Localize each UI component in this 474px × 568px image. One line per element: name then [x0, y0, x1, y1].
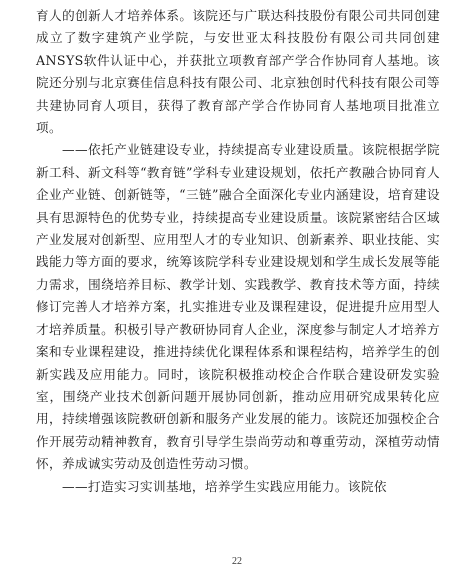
paragraph-2: ——依托产业链建设专业，持续提高专业建设质量。该院根据学院新工科、新文科等“教育链”学科专业建设规划，依托产教融合协同育人企业产业链、创新链等，“三链”融合全面深化专业内涵建设，培育建设具有思源特色的优势专业，持续提高专业建设质量。该院紧密结合区域产业发展对创新型、应用型人才的专业知识、创新素养、职业技能、实践能力等方面的要求，统筹该院学科专业建设规划和学生成长发展等能力需求，围绕培养目标、教学计划、实践教学、教育技术等方面，持续修订完善人才培养方案，扎实推进专业及课程建设，促进提升应用型人才培养质量。积极引导产教研协同育人企业，深度参与制定人才培养方案和专业课程建设，推进持续优化课程体系和课程结构，培养学生的创新实践及应用能力。同时，该院积极推动校企合作联合建设研发实验室，围绕产业技术创新问题开展协同创新，推动应用研究成果转化应用，持续增强该院教研创新和服务产业发展的能力。该院还加强校企合作开展劳动精神教育，教育引导学生崇尚劳动和尊重劳动，深植劳动情怀，养成诚实劳动及创造性劳动习惯。: [36, 142, 440, 472]
paragraph-3: ——打造实习实训基地，培养学生实践应用能力。该院依: [62, 478, 387, 494]
page-number: 22: [232, 556, 242, 567]
document-body: [36, 5, 440, 498]
paragraph-1: 育人的创新人才培养体系。该院还与广联达科技股份有限公司共同创建成立了数字建筑产业学院，与安世亚太科技股份有限公司共同创建ANSYS软件认证中心，并获批立项教育部产学合作协同育人基地。该院还分别与北京赛佳信息科技有限公司、北京独创时代科技有限公司等共建协同育人项目，获得了教育部产学合作协同育人基地项目批准立项。: [36, 8, 440, 136]
